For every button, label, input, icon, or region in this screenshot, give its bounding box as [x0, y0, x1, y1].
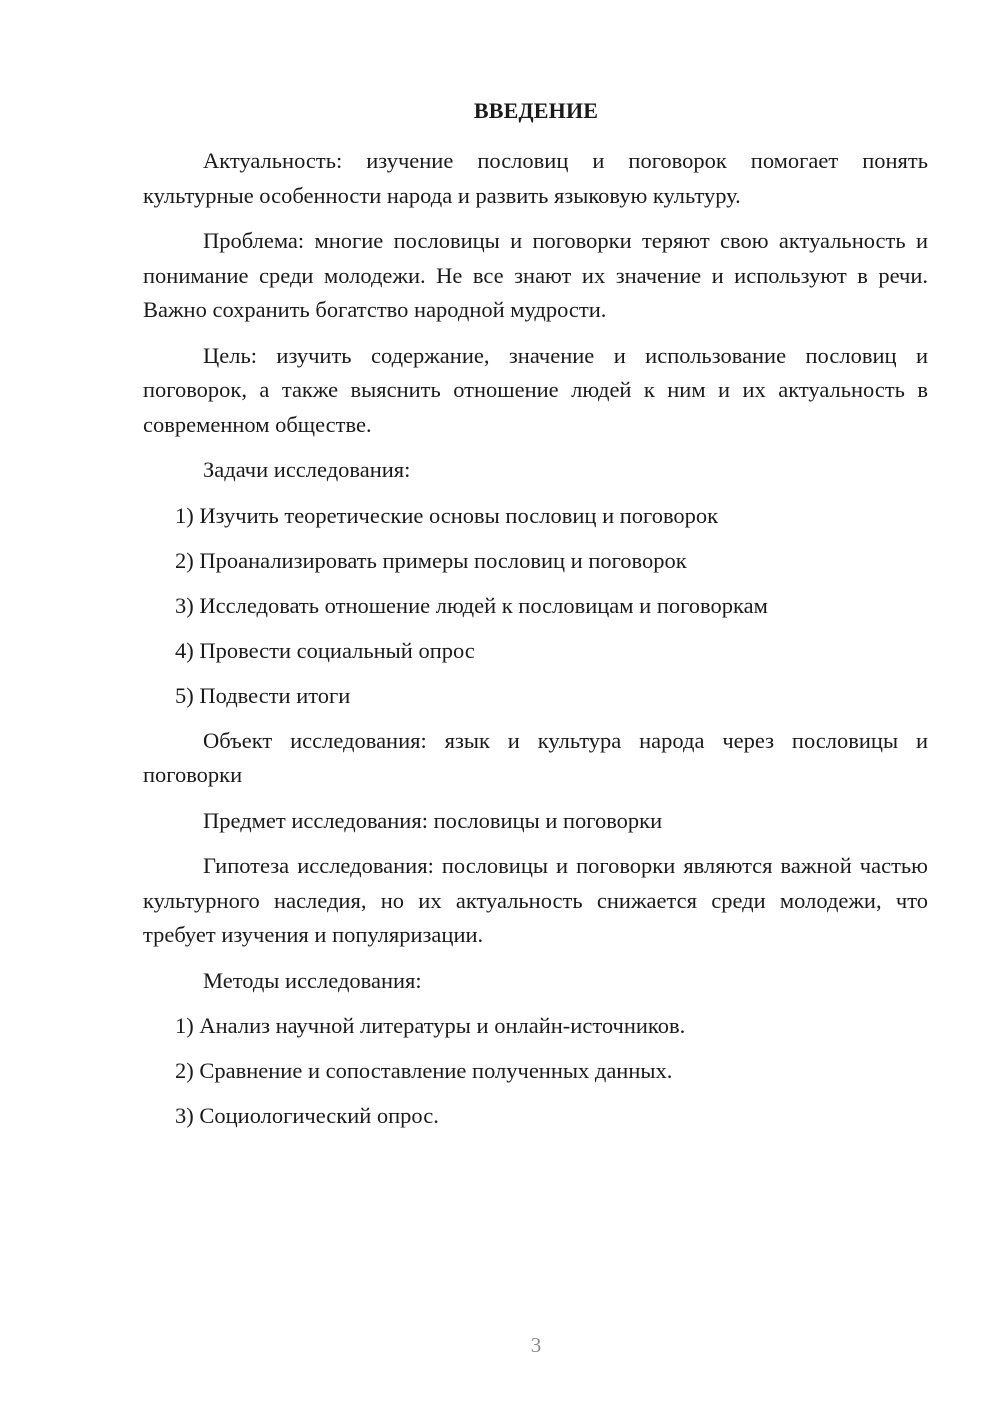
list-item: 2) Сравнение и сопоставление полученных данных.	[175, 1058, 673, 1083]
list-item: 1) Анализ научной литературы и онлайн-источников.	[175, 1013, 686, 1038]
list-item: 5) Подвести итоги	[175, 682, 351, 708]
page-number: 3	[530, 1333, 542, 1357]
list-item: 2) Проанализировать примеры пословиц и поговорок	[175, 547, 687, 573]
document-body	[143, 144, 928, 1144]
list-item: 3) Исследовать отношение людей к пословицам и поговоркам	[175, 592, 768, 618]
methods-heading: Методы исследования:	[203, 967, 422, 993]
list-item: 1) Изучить теоретические основы пословиц и поговорок	[175, 502, 719, 528]
relevance-paragraph: Актуальность: изучение пословиц и поговорок помогает понять культурные особенности народа и развить языковую культуру.	[143, 148, 928, 208]
object-paragraph: Объект исследования: язык и культура народа через пословицы и поговорки	[143, 727, 928, 787]
goal-paragraph: Цель: изучить содержание, значение и использование пословиц и поговорок, а также выяснить отношение людей к ним и их актуальность в современном обществе.	[143, 342, 928, 437]
tasks-heading: Задачи исследования:	[203, 457, 411, 482]
list-item: 4) Провести социальный опрос	[175, 637, 475, 663]
problem-paragraph: Проблема: многие пословицы и поговорки теряют свою актуальность и понимание среди молодежи. Не все знают их значение и используют в речи. Важно сохранить богатство народной мудрости.	[143, 228, 928, 322]
subject-paragraph: Предмет исследования: пословицы и поговорки	[203, 807, 663, 833]
list-item: 3) Социологический опрос.	[175, 1103, 439, 1128]
page-title: ВВЕДЕНИЕ	[473, 98, 599, 123]
hypothesis-paragraph: Гипотеза исследования: пословицы и поговорки являются важной частью культурного наследия, но их актуальность снижается среди молодежи, что требует изучения и популяризации.	[143, 853, 928, 947]
tasks-list	[143, 499, 928, 714]
methods-list	[143, 1009, 928, 1134]
